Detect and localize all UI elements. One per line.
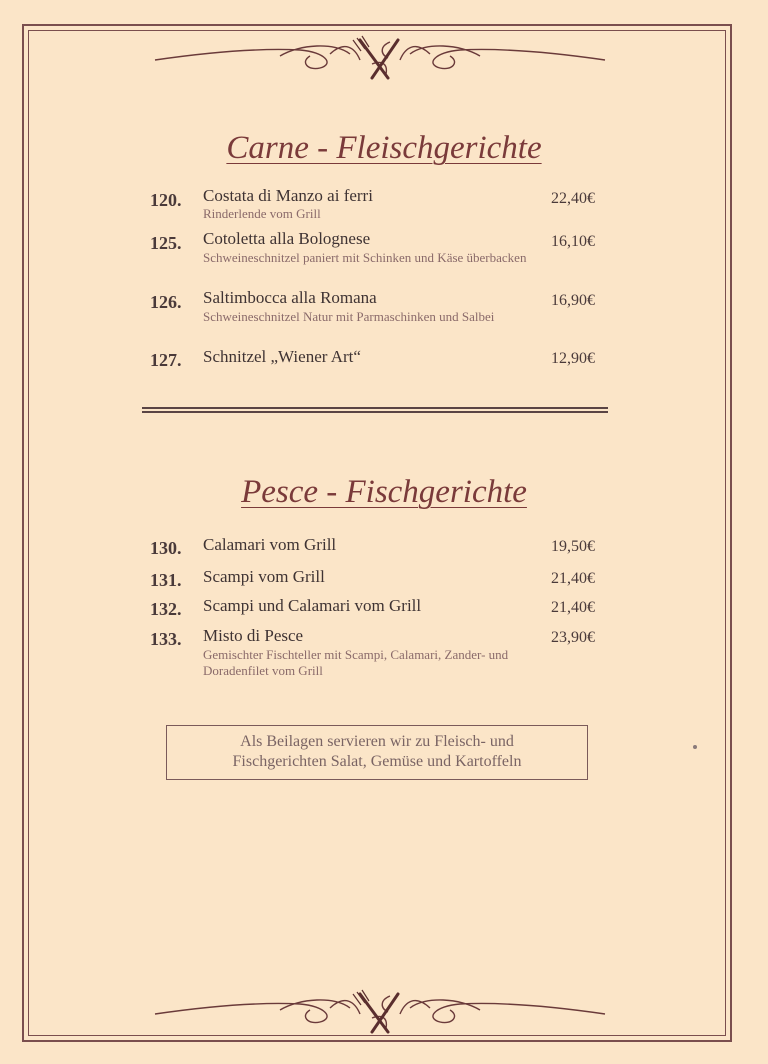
item-name: Costata di Manzo ai ferri	[203, 186, 373, 205]
note-line-2: Fischgerichten Salat, Gemüse und Kartoffeln	[232, 753, 522, 770]
item-price: 16,90€	[551, 292, 595, 309]
fork-knife-ornament-icon	[150, 34, 610, 84]
item-number: 125.	[150, 233, 182, 253]
note-line-1: Als Beilagen servieren wir zu Fleisch- und	[240, 733, 514, 750]
fork-knife-ornament-icon	[150, 988, 610, 1038]
item-name: Saltimbocca alla Romana	[203, 288, 377, 307]
item-number: 132.	[150, 599, 182, 619]
item-number: 133.	[150, 629, 182, 649]
paper-speck	[693, 745, 697, 749]
item-description: Schweineschnitzel paniert mit Schinken und Käse überbacken	[203, 250, 527, 265]
item-number: 130.	[150, 538, 182, 558]
item-number: 131.	[150, 570, 182, 590]
item-name: Cotoletta alla Bolognese	[203, 229, 371, 248]
item-number: 120.	[150, 190, 182, 210]
item-name: Schnitzel „Wiener Art“	[203, 347, 361, 366]
item-name: Misto di Pesce	[203, 626, 304, 645]
item-name: Calamari vom Grill	[203, 535, 337, 554]
item-description: Gemischter Fischteller mit Scampi, Calamari, Zander- und Doradenfilet vom Grill	[203, 647, 509, 678]
item-price: 22,40€	[551, 190, 595, 207]
item-price: 16,10€	[551, 233, 595, 250]
page-frame-inner	[28, 30, 726, 1036]
item-price: 19,50€	[551, 538, 595, 555]
item-number: 127.	[150, 350, 182, 370]
item-description: Rinderlende vom Grill	[203, 206, 321, 221]
item-name: Scampi und Calamari vom Grill	[203, 596, 422, 615]
item-name: Scampi vom Grill	[203, 567, 325, 586]
section-title-meat: Carne - Fleischgerichte	[226, 130, 542, 166]
item-price: 23,90€	[551, 629, 595, 646]
section-divider	[142, 407, 608, 413]
item-price: 21,40€	[551, 570, 595, 587]
section-title-fish: Pesce - Fischgerichte	[241, 474, 527, 510]
item-price: 12,90€	[551, 350, 595, 367]
side-dishes-note	[166, 725, 588, 780]
item-description: Schweineschnitzel Natur mit Parmaschinken und Salbei	[203, 309, 495, 324]
item-price: 21,40€	[551, 599, 595, 616]
item-number: 126.	[150, 292, 182, 312]
